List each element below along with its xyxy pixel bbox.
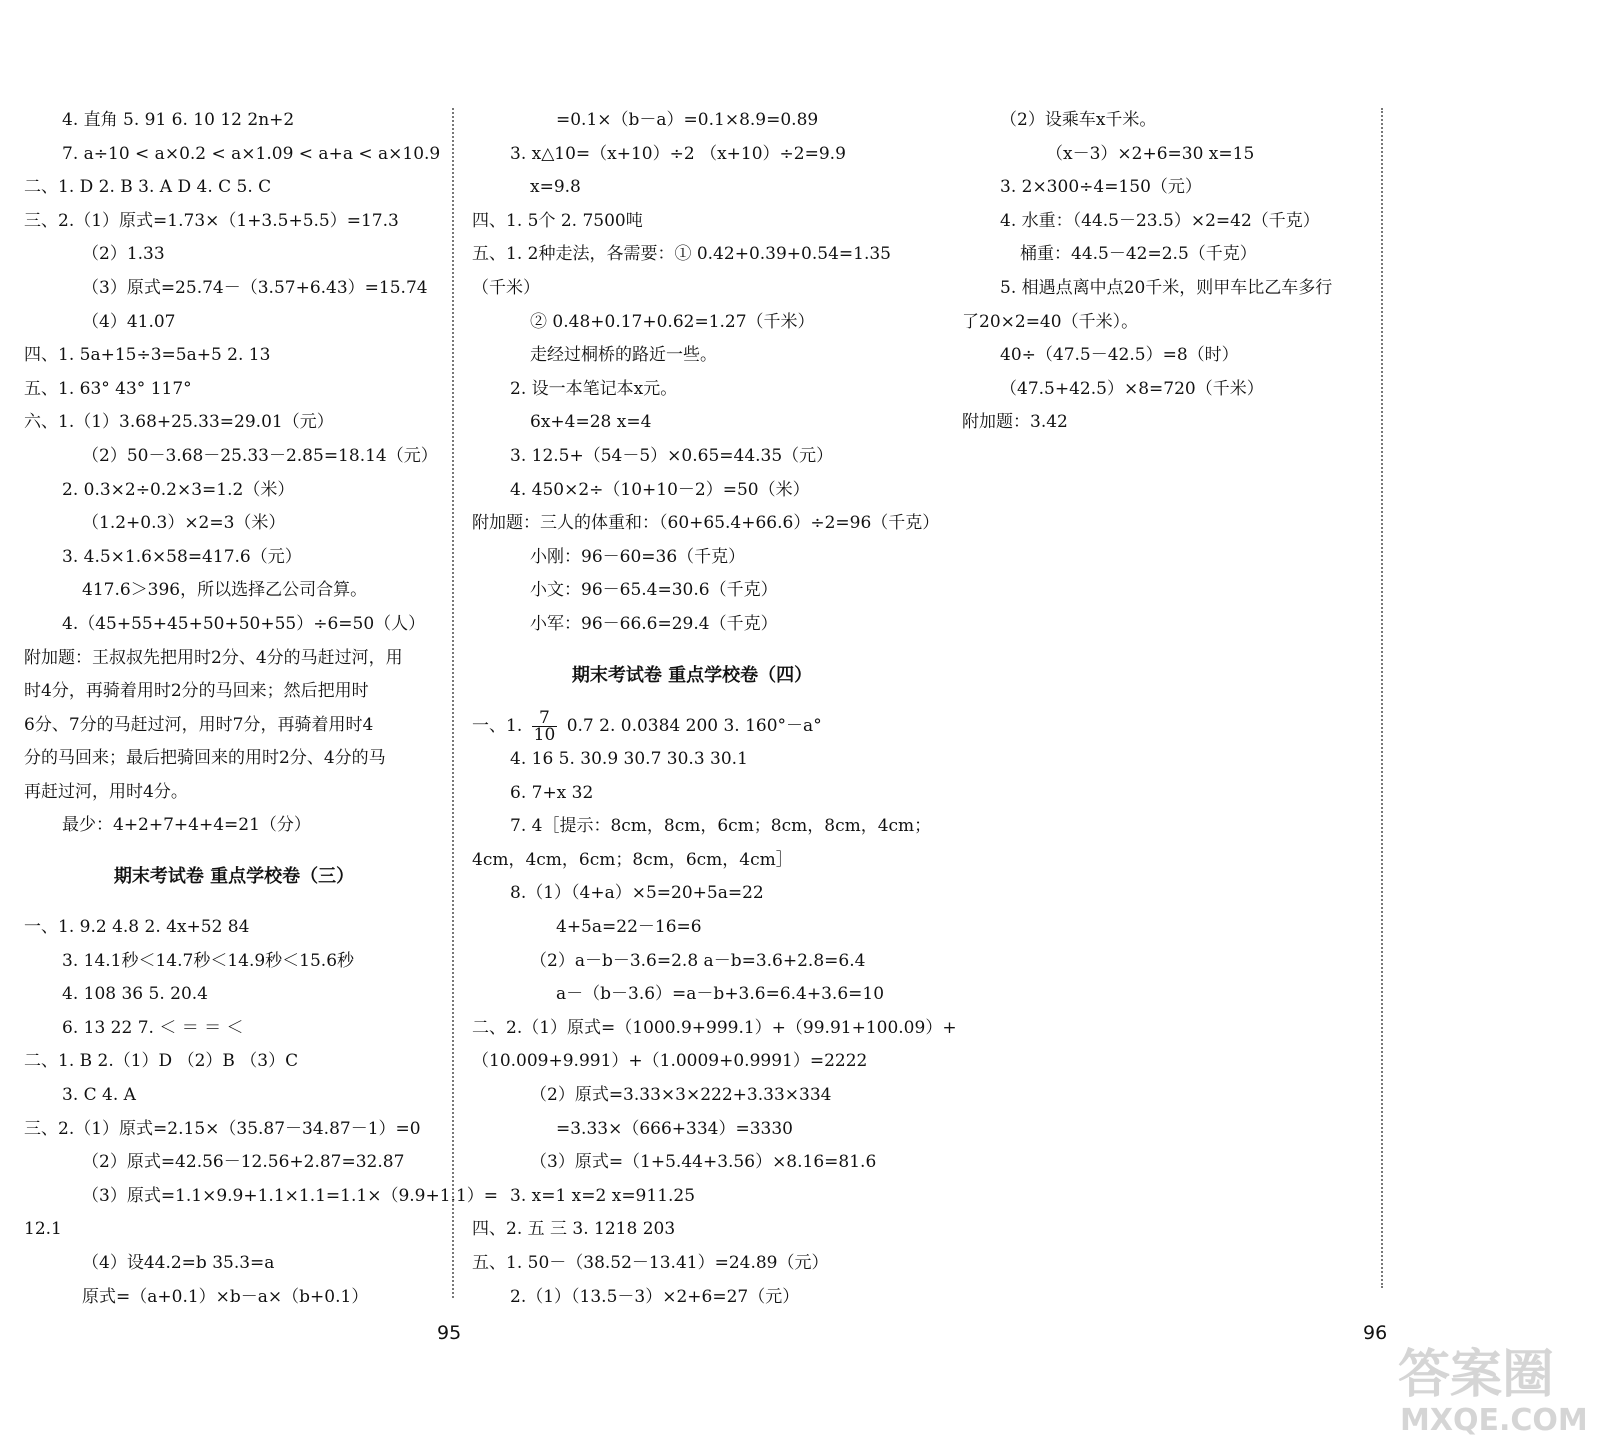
answer-line: 二、2.（1）原式=（1000.9+999.1）+（99.91+100.09）+ <box>472 1017 957 1038</box>
answer-line-fraction <box>472 707 912 745</box>
answer-line: （2）原式=42.56－12.56+2.87=32.87 <box>82 1152 405 1173</box>
svg-text:MXQE.COM: MXQE.COM <box>1400 1403 1588 1438</box>
answer-line: 3. x=1 x=2 x=911.25 <box>510 1185 696 1206</box>
column-divider <box>452 108 454 1298</box>
column-left <box>24 104 499 1314</box>
answer-line: 4. 直角 5. 91 6. 10 12 2n+2 <box>62 110 295 130</box>
answer-line: 原式=（a+0.1）×b－a×（b+0.1） <box>82 1286 369 1307</box>
answer-line: （3）原式=（1+5.44+3.56）×8.16=81.6 <box>530 1152 877 1173</box>
answer-line: （x－3）×2+6=30 x=15 <box>1046 143 1255 164</box>
answer-line: 2.（1）（13.5－3）×2+6=27（元） <box>510 1286 800 1307</box>
answer-line: 7. a÷10 < a×0.2 < a×1.09 < a+a < a×10.9 <box>62 143 441 164</box>
answer-line: （1.2+0.3）×2=3（米） <box>82 513 286 534</box>
page-number-left: 95 <box>437 1322 462 1344</box>
answer-line: 一、1. 9.2 4.8 2. 4x+52 84 <box>24 917 250 938</box>
answer-line: （4）41.07 <box>82 311 176 332</box>
answer-line: 分的马回来；最后把骑回来的用时2分、4分的马 <box>24 748 386 769</box>
answer-line: 四、1. 5个 2. 7500吨 <box>472 210 643 231</box>
answer-line: 3. 14.1秒＜14.7秒＜14.9秒＜15.6秒 <box>62 950 355 971</box>
answer-line: 二、1. D 2. B 3. A D 4. C 5. C <box>24 177 272 198</box>
answer-line: 附加题：王叔叔先把用时2分、4分的马赶过河，用 <box>24 647 403 668</box>
section-heading: 期末考试卷 重点学校卷（三） <box>113 866 355 888</box>
answer-line: 三、2.（1）原式=2.15×（35.87－34.87－1）=0 <box>24 1118 421 1139</box>
answer-line: 4. 16 5. 30.9 30.7 30.3 30.1 <box>510 749 748 770</box>
column-right <box>962 104 1372 440</box>
answer-line: ② 0.48+0.17+0.62=1.27（千米） <box>530 311 815 332</box>
answer-line: 2. 设一本笔记本x元。 <box>510 378 678 399</box>
answer-line: 时4分，再骑着用时2分的马回来；然后把用时 <box>24 681 369 702</box>
answer-line: 六、1.（1）3.68+25.33=29.01（元） <box>24 412 334 433</box>
answer-line: 附加题：三人的体重和：（60+65.4+66.6）÷2=96（千克） <box>472 513 940 534</box>
answer-line: 4. 水重：（44.5－23.5）×2=42（千克） <box>1000 210 1320 231</box>
fraction <box>532 707 558 745</box>
answer-line: 3. 12.5+（54－5）×0.65=44.35（元） <box>510 445 834 466</box>
answer-line: 最少：4+2+7+4+4=21（分） <box>62 815 311 836</box>
answer-line: 4. 450×2÷（10+10－2）=50（米） <box>510 479 810 500</box>
answer-line: （10.009+9.991）+（1.0009+0.9991）=2222 <box>472 1051 868 1072</box>
answer-line: （2）设乘车x千米。 <box>1000 110 1157 130</box>
answer-line: 小文：96－65.4=30.6（千克） <box>530 580 778 601</box>
answer-line: 5. 相遇点离中点20千米，则甲车比乙车多行 <box>1000 277 1333 298</box>
answer-line: （2）1.33 <box>82 244 165 265</box>
page-number-right: 96 <box>1363 1322 1388 1344</box>
fraction-denominator: 10 <box>533 724 556 745</box>
answer-line: 小刚：96－60=36（千克） <box>530 546 746 567</box>
answer-line: （2）a－b－3.6=2.8 a－b=3.6+2.8=6.4 <box>530 950 866 971</box>
answer-line: 3. x△10=（x+10）÷2 （x+10）÷2=9.9 <box>510 143 846 164</box>
answer-line: 40÷（47.5－42.5）=8（时） <box>1000 345 1239 366</box>
answer-line: （千米） <box>472 277 540 298</box>
answer-line: （3）原式=1.1×9.9+1.1×1.1=1.1×（9.9+1.1）= <box>82 1185 499 1206</box>
answer-line: （3）原式=25.74－（3.57+6.43）=15.74 <box>82 277 428 298</box>
answer-line: 4cm，4cm，6cm；8cm，6cm，4cm］ <box>472 849 793 870</box>
answer-line: （2）50－3.68－25.33－2.85=18.14（元） <box>82 445 438 466</box>
answer-line: 2. 0.3×2÷0.2×3=1.2（米） <box>62 479 295 500</box>
answer-line: 4+5a=22－16=6 <box>556 917 702 938</box>
answer-line: 三、2.（1）原式=1.73×（1+3.5+5.5）=17.3 <box>24 210 399 231</box>
answer-line: 3. 2×300÷4=150（元） <box>1000 177 1202 198</box>
answer-line: =3.33×（666+334）=3330 <box>556 1118 793 1139</box>
answer-line: 五、1. 2种走法，各需要：① 0.42+0.39+0.54=1.35 <box>472 244 891 265</box>
answer-line: 了20×2=40（千米）。 <box>962 311 1139 332</box>
answer-line: 桶重：44.5－42=2.5（千克） <box>1020 244 1257 265</box>
fraction-rest: 0.7 2. 0.0384 200 3. 160°－a° <box>566 715 822 736</box>
answer-line: 6. 7+x 32 <box>510 782 594 803</box>
answer-line: 417.6＞396，所以选择乙公司合算。 <box>82 580 368 601</box>
answer-line: 再赶过河，用时4分。 <box>24 781 188 802</box>
answer-line: 8.（1）（4+a）×5=20+5a=22 <box>510 883 764 904</box>
answer-line: 二、1. B 2.（1）D （2）B （3）C <box>24 1051 299 1072</box>
answer-line: 4. 108 36 5. 20.4 <box>62 984 208 1005</box>
answer-line: 6. 13 22 7. ＜ ＝ ＝ ＜ <box>62 1017 244 1038</box>
answer-line: 3. 4.5×1.6×58=417.6（元） <box>62 546 302 567</box>
answer-line: =0.1×（b－a）=0.1×8.9=0.89 <box>556 110 819 130</box>
watermark-logo <box>1390 1330 1595 1440</box>
answer-line: x=9.8 <box>530 177 581 198</box>
answer-line: 小军：96－66.6=29.4（千克） <box>530 613 778 634</box>
answer-line: 五、1. 63° 43° 117° <box>24 378 192 399</box>
answer-line: （4）设44.2=b 35.3=a <box>82 1253 275 1273</box>
svg-text:答案圈: 答案圈 <box>1398 1345 1555 1405</box>
answer-line: 6x+4=28 x=4 <box>530 412 652 433</box>
answer-line: 四、1. 5a+15÷3=5a+5 2. 13 <box>24 345 271 366</box>
fraction-prefix: 一、1. <box>472 715 523 736</box>
answer-line: 6分、7分的马赶过河，用时7分，再骑着用时4 <box>24 714 374 735</box>
answer-line: （47.5+42.5）×8=720（千米） <box>1000 378 1264 399</box>
answer-line: 走经过桐桥的路近一些。 <box>530 345 717 366</box>
answer-line: 四、2. 五 三 3. 1218 203 <box>472 1219 676 1240</box>
answer-line: 4.（45+55+45+50+50+55）÷6=50（人） <box>62 613 426 634</box>
answer-line: 五、1. 50－（38.52－13.41）=24.89（元） <box>472 1253 829 1273</box>
answer-line: 附加题：3.42 <box>962 412 1068 433</box>
answer-line: 7. 4［提示：8cm，8cm，6cm；8cm，8cm，4cm； <box>510 816 932 837</box>
fraction-numerator: 7 <box>532 710 558 727</box>
answer-line: 12.1 <box>24 1219 62 1240</box>
column-middle <box>472 104 957 1314</box>
column-divider <box>1381 108 1383 1288</box>
answer-line: （2）原式=3.33×3×222+3.33×334 <box>530 1085 832 1106</box>
answer-line: 3. C 4. A <box>62 1085 136 1106</box>
section-heading: 期末考试卷 重点学校卷（四） <box>571 664 813 686</box>
answer-line: a－（b－3.6）=a－b+3.6=6.4+3.6=10 <box>556 984 885 1005</box>
